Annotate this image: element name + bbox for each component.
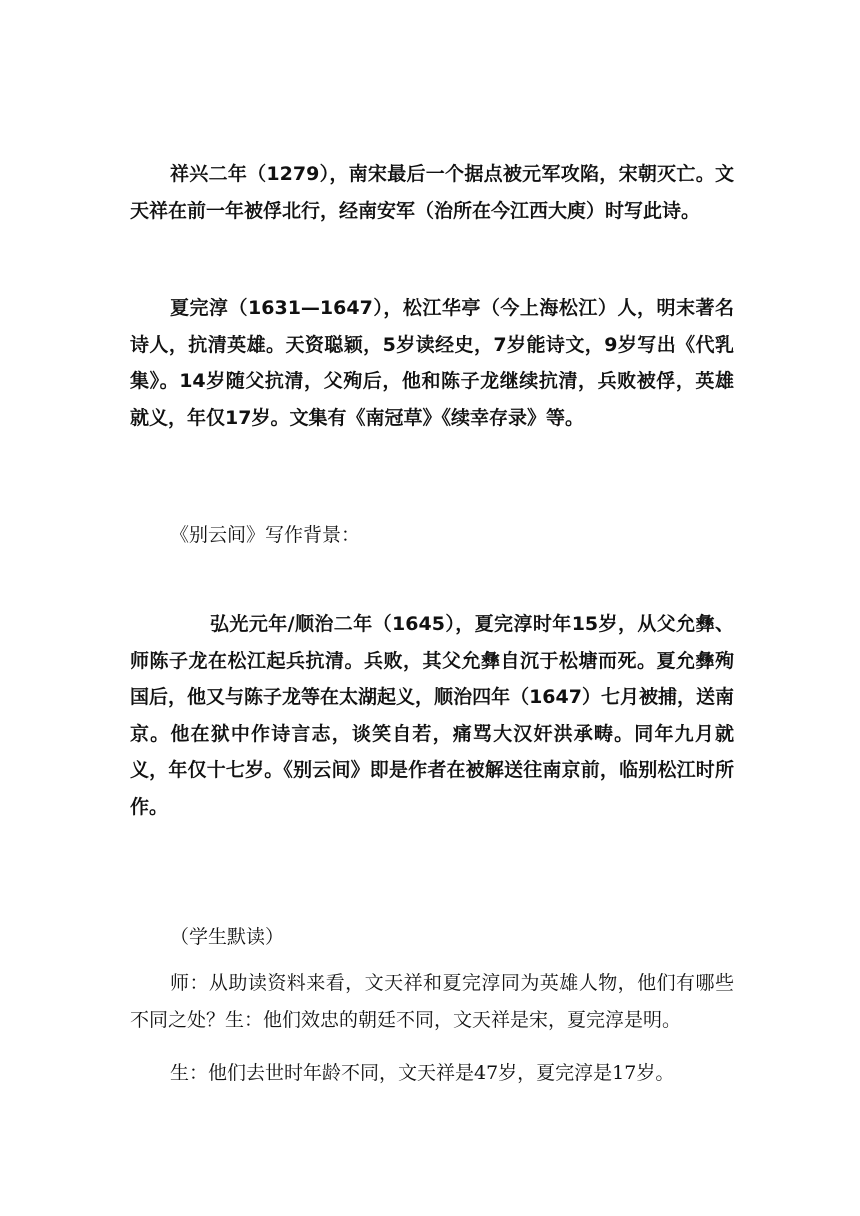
paragraph-bieyunjian-heading: 《别云间》写作背景： [170,524,361,546]
paragraph-student-answer: 生：他们去世时年龄不同，文天祥是47岁，夏完淳是17岁。 [170,1062,675,1084]
paragraph-wen-tianxiang-background: 祥兴二年（1279），南宋最后一个据点被元军攻陷，宋朝灭亡。文天祥在前一年被俘北行，经南安军（治所在今江西大庾）时写此诗。 [130,163,734,222]
paragraph-xia-wanchun-bio: 夏完淳（1631—1647），松江华亭（今上海松江）人，明末著名诗人，抗清英雄。天资聪颖，5岁读经史，7岁能诗文，9岁写出《代乳集》。14岁随父抗清，父殉后，他和陈子龙继续抗清，兵败被俘，英雄就义，年仅17岁。文集有《南冠草》《续幸存录》等。 [130,297,734,429]
paragraph-student-silent-reading: （学生默读） [170,926,285,948]
paragraph-teacher-question: 师：从助读资料来看，文天祥和夏完淳同为英雄人物，他们有哪些不同之处？生：他们效忠的朝廷不同，文天祥是宋，夏完淳是明。 [130,972,734,1031]
paragraph-bieyunjian-background: 弘光元年/顺治二年（1645），夏完淳时年15岁，从父允彝、师陈子龙在松江起兵抗清。兵败，其父允彝自沉于松塘而死。夏允彝殉国后，他又与陈子龙等在太湖起义，顺治四年（1647）七月被捕，送南京。他在狱中作诗言志，谈笑自若，痛骂大汉奸洪承畴。同年九月就义，年仅十七岁。《别云间》即是作者在被解送往南京前，临别松江时所作。 [130,613,734,818]
